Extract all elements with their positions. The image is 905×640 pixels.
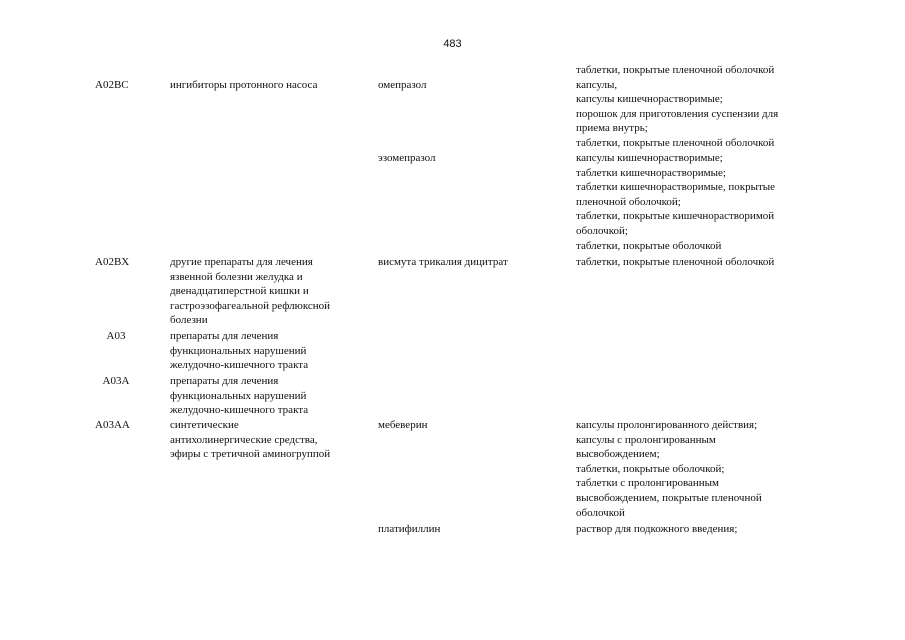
dosage-form-line: капсулы с пролонгированным xyxy=(576,433,716,446)
dosage-form-line: капсулы пролонгированного действия; xyxy=(576,419,758,431)
group-name-line: синтетические xyxy=(170,419,239,431)
atc-code: A03A xyxy=(102,375,130,387)
group-name-line: двенадцатиперстной кишки и xyxy=(170,285,309,298)
group-name-cell xyxy=(170,374,308,418)
group-name-line: язвенной болезни желудка и xyxy=(170,270,303,283)
group-name-line: ингибиторы протонного насоса xyxy=(170,78,318,91)
group-name-cell xyxy=(170,418,330,462)
group-name-cell xyxy=(170,78,317,93)
dosage-form-line: таблетки с пролонгированным xyxy=(576,477,720,490)
dosage-form-line: капсулы, xyxy=(576,78,618,91)
atc-code: A02BC xyxy=(95,78,129,91)
dosage-form-cell xyxy=(576,151,775,253)
group-name-line: функциональных нарушений xyxy=(170,344,307,357)
page-number: 483 xyxy=(443,38,462,50)
dosage-form-line: приема внутрь; xyxy=(576,122,648,135)
dosage-form-line: капсулы кишечнорастворимые; xyxy=(576,93,723,106)
atc-code: A03 xyxy=(106,330,126,342)
dosage-form-line: таблетки, покрытые пленочной оболочкой xyxy=(576,136,775,149)
drug-name: мебеверин xyxy=(378,419,428,431)
dosage-form-line: высвобождением, покрытые пленочной xyxy=(576,491,762,504)
dosage-form-line: капсулы кишечнорастворимые; xyxy=(576,152,723,164)
dosage-form-line: таблетки кишечнорастворимые; xyxy=(576,166,726,179)
dosage-form-cell xyxy=(576,63,778,151)
drug-name: эзомепразол xyxy=(378,152,436,164)
dosage-form-line: таблетки, покрытые пленочной оболочкой xyxy=(576,64,775,76)
group-name-line: гастроэзофагеальной рефлюксной xyxy=(170,299,331,312)
dosage-form-line: оболочкой; xyxy=(576,224,628,237)
dosage-form-line: таблетки, покрытые пленочной оболочкой xyxy=(576,256,775,268)
dosage-form-line: пленочной оболочкой; xyxy=(576,195,681,208)
dosage-form-cell xyxy=(576,522,737,537)
group-name-line: препараты для лечения xyxy=(170,330,279,342)
group-name-line: эфиры с третичной аминогруппой xyxy=(170,448,331,461)
dosage-form-line: высвобождением; xyxy=(576,448,660,461)
dosage-form-line: таблетки, покрытые кишечнорастворимой xyxy=(576,210,775,223)
dosage-form-line: таблетки, покрытые оболочкой xyxy=(576,239,722,252)
atc-code: A03AA xyxy=(95,419,130,431)
dosage-form-line: порошок для приготовления суспензии для xyxy=(576,107,779,120)
group-name-line: препараты для лечения xyxy=(170,375,279,387)
drug-name: висмута трикалия дицитрат xyxy=(378,256,508,268)
dosage-form-line: таблетки, покрытые оболочкой; xyxy=(576,462,725,475)
group-name-line: желудочно-кишечного тракта xyxy=(170,359,309,372)
group-name-line: желудочно-кишечного тракта xyxy=(170,404,309,417)
group-name-cell xyxy=(170,329,308,373)
atc-code: A02BX xyxy=(95,256,130,268)
group-name-cell xyxy=(170,255,330,328)
dosage-form-cell xyxy=(576,255,774,270)
dosage-form-line: таблетки кишечнорастворимые, покрытые xyxy=(576,181,776,194)
group-name-line: функциональных нарушений xyxy=(170,389,307,402)
dosage-form-cell xyxy=(576,418,762,520)
group-name-line: другие препараты для лечения xyxy=(170,256,313,268)
drug-name: платифиллин xyxy=(378,523,441,535)
dosage-form-line: оболочкой xyxy=(576,506,625,519)
drug-name: омепразол xyxy=(378,78,427,91)
dosage-form-line: раствор для подкожного введения; xyxy=(576,523,738,535)
group-name-line: антихолинергические средства, xyxy=(170,433,318,446)
group-name-line: болезни xyxy=(170,314,208,327)
